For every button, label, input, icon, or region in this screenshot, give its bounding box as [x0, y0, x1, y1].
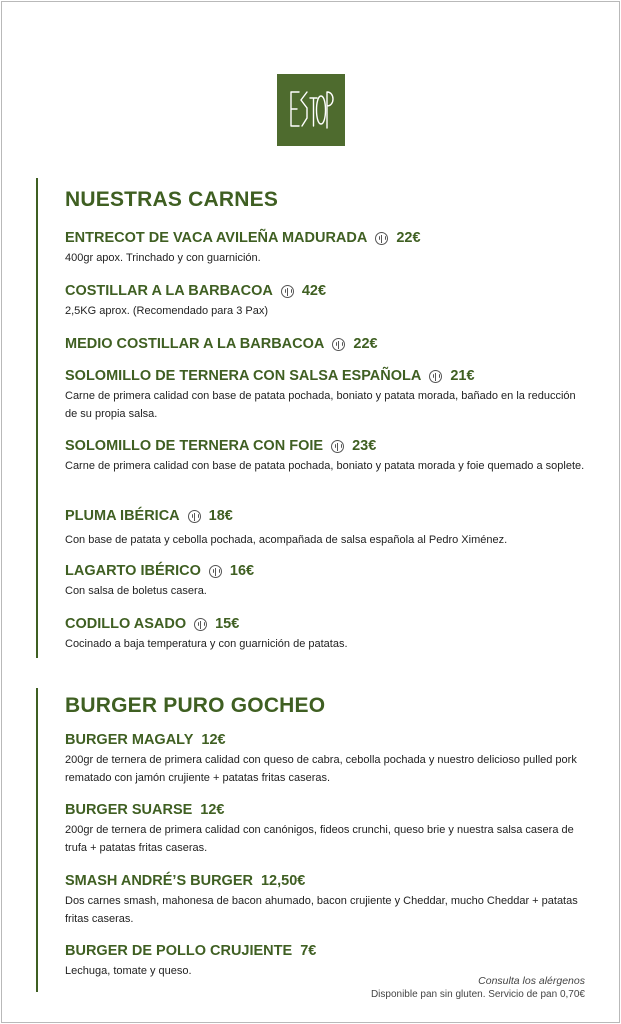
item-name: SMASH ANDRÉ’S BURGER	[65, 873, 253, 889]
menu-item	[65, 563, 585, 600]
item-price: 12,50€	[260, 873, 306, 889]
leaf-icon	[429, 370, 442, 383]
item-desc: Cocinado a baja temperatura y con guarnición de patatas.	[65, 638, 348, 650]
leaf-icon	[188, 510, 201, 523]
bread-note: Disponible pan sin gluten. Servicio de pan 0,70€	[370, 989, 585, 1000]
item-name: MEDIO COSTILLAR A LA BARBACOA	[65, 336, 325, 352]
menu-item	[65, 230, 585, 267]
item-name: PLUMA IBÉRICA	[65, 508, 180, 524]
item-price: 22€	[396, 230, 421, 246]
item-desc: Carne de primera calidad con base de patata pochada, boniato y patata morada, bañado en la reducción de su propia salsa.	[65, 390, 576, 420]
section-carnes	[36, 178, 596, 658]
item-name: BURGER SUARSE	[65, 802, 193, 818]
leaf-icon	[375, 232, 388, 245]
menu-item	[65, 873, 585, 928]
menu-item	[65, 336, 585, 352]
menu-item	[65, 283, 585, 320]
item-desc: 200gr de ternera de primera calidad con canónigos, fideos crunchi, queso brie y nuestra salsa casera de trufa + patatas fritas caseras.	[65, 824, 574, 854]
item-name: BURGER MAGALY	[65, 732, 194, 748]
menu-item	[65, 732, 585, 787]
allergens-note: Consulta los alérgenos	[478, 975, 585, 987]
item-price: 22€	[353, 336, 378, 352]
item-price: 21€	[450, 368, 475, 384]
menu-item	[65, 508, 585, 549]
item-price: 15€	[215, 616, 240, 632]
item-name: LAGARTO IBÉRICO	[65, 563, 201, 579]
leaf-icon	[332, 338, 345, 351]
logo-mark	[277, 74, 345, 146]
item-name: COSTILLAR A LA BARBACOA	[65, 283, 273, 299]
menu-item	[65, 368, 585, 423]
leaf-icon	[281, 285, 294, 298]
logo	[277, 74, 345, 146]
item-desc: Con salsa de boletus casera.	[65, 585, 207, 597]
item-price: 7€	[300, 943, 317, 959]
section-burger	[36, 688, 596, 992]
leaf-icon	[331, 440, 344, 453]
item-price: 12€	[201, 732, 226, 748]
item-desc: Dos carnes smash, mahonesa de bacon ahumado, bacon crujiente y Cheddar, mucho Cheddar + patatas fritas caseras.	[65, 895, 578, 925]
item-name: SOLOMILLO DE TERNERA CON FOIE	[65, 438, 324, 454]
section-title: NUESTRAS CARNES	[65, 188, 279, 211]
leaf-icon	[194, 618, 207, 631]
item-price: 42€	[301, 283, 327, 299]
menu-item	[65, 802, 585, 857]
item-desc: 200gr de ternera de primera calidad con queso de cabra, cebolla pochada y nuestro delicioso pulled pork rematado con jamón crujiente + patatas fritas caseras.	[65, 754, 577, 784]
item-desc: 2,5KG aprox. (Recomendado para 3 Pax)	[65, 305, 269, 317]
item-price: 23€	[352, 438, 377, 454]
item-name: CODILLO ASADO	[65, 616, 187, 632]
item-name: SOLOMILLO DE TERNERA CON SALSA ESPAÑOLA	[65, 368, 422, 384]
item-price: 12€	[200, 802, 225, 818]
item-name: ENTRECOT DE VACA AVILEÑA MADURADA	[65, 230, 368, 246]
item-desc: Con base de patata y cebolla pochada, acompañada de salsa española al Pedro Ximénez.	[65, 534, 508, 546]
item-desc: Carne de primera calidad con base de patata pochada, boniato y patata morada y foie quemado a soplete.	[65, 460, 585, 472]
item-desc: 400gr apox. Trinchado y con guarnición.	[65, 252, 261, 264]
footer-note	[371, 974, 585, 1002]
item-name: BURGER DE POLLO CRUJIENTE	[65, 943, 293, 959]
item-price: 18€	[208, 508, 233, 524]
item-price: 16€	[229, 563, 255, 579]
menu-item	[65, 438, 585, 475]
menu-item	[65, 616, 585, 653]
leaf-icon	[209, 565, 222, 578]
item-desc: Lechuga, tomate y queso.	[65, 965, 192, 977]
section-title: BURGER PURO GOCHEO	[65, 694, 326, 717]
